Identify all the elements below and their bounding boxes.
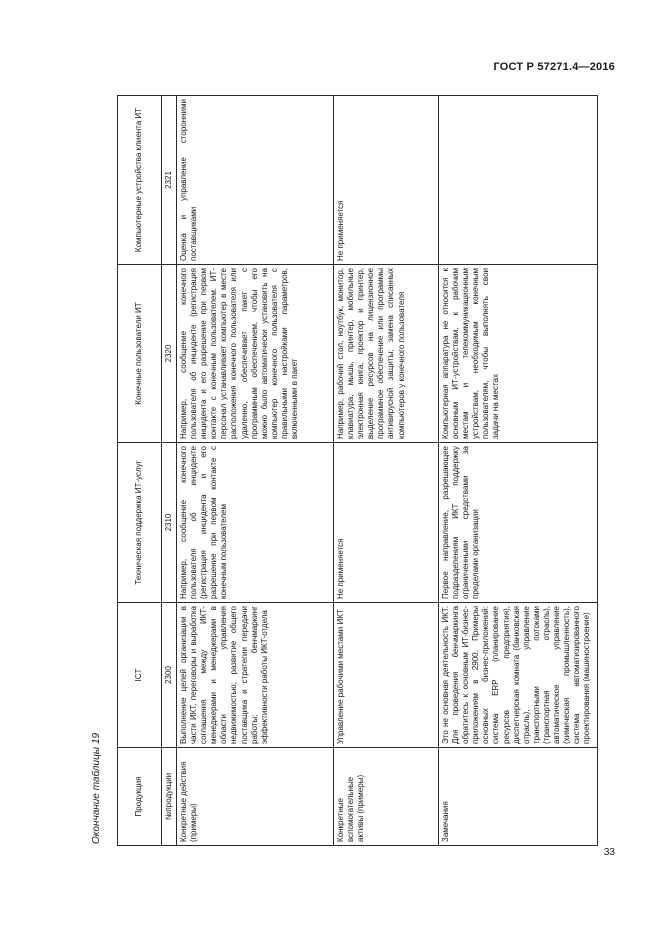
row-label: Замечания (439, 748, 598, 846)
table-cell: Например, рабочий стол, ноутбук, монитор, клавиатура, мышь, принтер, мобильные электронная книга, проектор и принтер, выделение ресурсов на лицензионное программное обеспечение или программы антивирусной защиты; замена списанных компьютеров у конечного пользователя (334, 265, 439, 443)
table-cell: Первое направление, разрешающее подразделениям ИКТ поддержку ограниченными средствами за пределами организации (439, 443, 598, 603)
column-header: Конечные пользователи ИТ (118, 265, 162, 443)
table-caption: Окончание таблицы 19 (91, 732, 102, 844)
row-label: Конкретные действия (примеры) (177, 748, 334, 846)
column-header: Продукция (118, 748, 162, 846)
table-cell: Управление рабочими местами ИКТ (334, 603, 439, 748)
column-number: №продукции (162, 748, 177, 846)
table-cell: Не применяется (334, 443, 439, 603)
column-header: Компьютерные устройства клиента ИТ (118, 96, 162, 265)
table-header-row (118, 96, 162, 846)
document-header: ГОСТ Р 57271.4—2016 (493, 61, 615, 73)
table-cell: Компьютерная аппаратура не относится к основным ИТ-устройствам, к рабочим местам и телекоммуникационным устройствам, необходимым конечным пользователям, чтобы выполнять свои задачи на местах (439, 265, 598, 443)
table-row (177, 96, 334, 846)
table-cell: Например, сообщение конечного пользователя об инциденте (регистрация инцидента и его разрешение при первом контакте с конечным пользователем (177, 443, 334, 603)
column-header: ICT (118, 603, 162, 748)
table-number-row (162, 96, 177, 846)
table-row (439, 96, 598, 846)
column-header: Техническая поддержка ИТ-услуг (118, 443, 162, 603)
column-number: 2300 (162, 603, 177, 748)
table-cell: Не применяется (334, 96, 439, 265)
table-cell: Оценка и управление сторонними поставщиками (177, 96, 334, 265)
row-label: Конкретные вспомогательные активы (примеры) (334, 748, 439, 846)
rotated-table-block (80, 96, 592, 846)
column-number: 2310 (162, 443, 177, 603)
table-cell: Выполнение целей организации в части ИКТ, переговоры и выработка соглашения между ИКТ-менеджерами и менеджерами в области управления недвижимостью; развитие общего поставщика и стратегии передачи работы; бенчмаркинг эффективности работы ИКТ-отдела (177, 603, 334, 748)
table-row (334, 96, 439, 846)
page-number: 33 (603, 847, 615, 858)
column-number: 2321 (162, 96, 177, 265)
table-cell: Например, сообщение конечного пользователя об инциденте (регистрация инцидента и его разрешение при первом контакте с конечным пользователем. ИТ-персонал устанавливает компьютер в месте расположения конечного пользователя или удаленно, обеспечивает пакет с программным обеспечением, чтобы его можно было автоматически установить на компьютер конечного пользователя с правильными настройками параметров, включенными в пакет (177, 265, 334, 443)
table-cell (439, 96, 598, 265)
column-number: 2320 (162, 265, 177, 443)
table-cell: Это не основная деятельность ИКТ. Для проведения бенчмаркинга обратитесь к основным ИТ-бизнес-приложениям в 2900. Примеры основных бизнес-приложений: система ERP (планирование ресурсов предприятия), диспетчерская комната (банковская отрасль), управление транспортными потоками (транспортная отрасль), автоматическое управление (химическая промышленность), система автоматизированного проектирования (машиностроение) (439, 603, 598, 748)
table-19-continuation (117, 95, 598, 846)
